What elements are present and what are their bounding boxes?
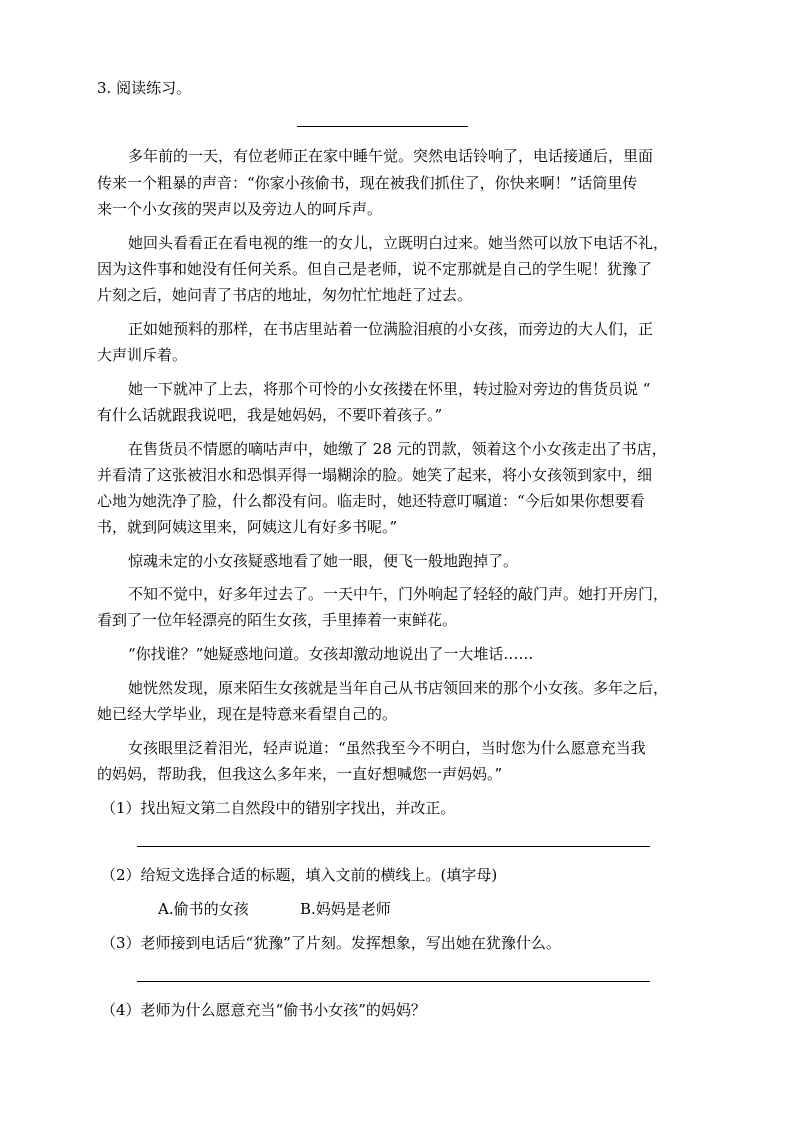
title-blank-line xyxy=(297,126,468,127)
paragraph-4-line-1: 她一下就冲了上去，将那个可怜的小女孩搂在怀里，转过脸对旁边的售货员说 “ xyxy=(128,380,651,398)
paragraph-9-line-1: 她恍然发现，原来陌生女孩就是当年自己从书店领回来的那个小女孩。多年之后， xyxy=(128,679,669,697)
paragraph-5-line-4: 书，就到阿姨这里来，阿姨这儿有好多书呢。” xyxy=(97,518,398,536)
question-2: （2）给短文选择合适的标题，填入文前的横线上。(填字母) xyxy=(101,866,498,884)
paragraph-2-line-2: 因为这件事和她没有任何关系。但自己是老师，说不定那就是自己的学生呢！犹豫了 xyxy=(97,260,653,278)
question-1: （1）找出短文第二自然段中的错别字找出，并改正。 xyxy=(101,799,456,817)
paragraph-10-line-2: 的妈妈，帮助我，但我这么多年来，一直好想喊您一声妈妈。” xyxy=(97,765,503,783)
answer-line-1[interactable] xyxy=(137,846,650,847)
paragraph-5-line-1: 在售货员不情愿的嘀咕声中，她缴了 28 元的罚款，领着这个小女孩走出了书店， xyxy=(128,440,667,458)
answer-line-3[interactable] xyxy=(137,981,650,982)
paragraph-7-line-2: 看到了一位年轻漂亮的陌生女孩，手里捧着一束鲜花。 xyxy=(97,611,458,629)
paragraph-1-line-3: 来一个小女孩的哭声以及旁边人的呵斥声。 xyxy=(97,200,383,218)
question-2-option-a: A.偷书的女孩 xyxy=(158,900,249,918)
paragraph-1-line-2: 传来一个粗暴的声音：“你家小孩偷书，现在被我们抓住了，你快来啊！”话筒里传 xyxy=(97,174,638,192)
section-heading: 3. 阅读练习。 xyxy=(97,79,192,97)
paragraph-6-line-1: 惊魂未定的小女孩疑惑地看了她一眼，便飞一般地跑掉了。 xyxy=(128,552,519,570)
paragraph-4-line-2: 有什么话就跟我说吧，我是她妈妈，不要吓着孩子。” xyxy=(97,406,443,424)
paragraph-8-line-1: “你找谁？”她疑惑地问道。女孩却激动地说出了一大堆话…… xyxy=(128,645,534,663)
paragraph-3-line-1: 正如她预料的那样，在书店里站着一位满脸泪痕的小女孩，而旁边的大人们，正 xyxy=(128,320,654,338)
paragraph-5-line-2: 并看清了这张被泪水和恐惧弄得一塌糊涂的脸。她笑了起来，将小女孩领到家中，细 xyxy=(97,466,653,484)
question-3: （3）老师接到电话后“犹豫”了片刻。发挥想象，写出她在犹豫什么。 xyxy=(101,934,561,952)
paragraph-9-line-2: 她已经大学毕业，现在是特意来看望自己的。 xyxy=(97,705,398,723)
paragraph-7-line-1: 不知不觉中，好多年过去了。一天中午，门外响起了轻轻的敲门声。她打开房门， xyxy=(128,585,669,603)
question-4: （4）老师为什么愿意充当“偷书小女孩”的妈妈？ xyxy=(101,1001,426,1019)
paragraph-10-line-1: 女孩眼里泛着泪光，轻声说道：“虽然我至今不明白，当时您为什么愿意充当我 xyxy=(128,739,646,757)
paragraph-1-line-1: 多年前的一天，有位老师正在家中睡午觉。突然电话铃响了，电话接通后，里面 xyxy=(128,147,654,165)
paragraph-2-line-1: 她回头看看正在看电视的维一的女儿，立既明白过来。她当然可以放下电话不礼， xyxy=(128,234,669,252)
question-2-option-b: B.妈妈是老师 xyxy=(300,900,391,918)
paragraph-2-line-3: 片刻之后，她问青了书店的地址，匆勿忙忙地赶了过去。 xyxy=(97,286,473,304)
paragraph-5-line-3: 心地为她洗净了脸，什么都没有问。临走时，她还特意叮嘱道：“今后如果你想要看 xyxy=(97,492,645,510)
paragraph-3-line-2: 大声训斥着。 xyxy=(97,346,188,364)
